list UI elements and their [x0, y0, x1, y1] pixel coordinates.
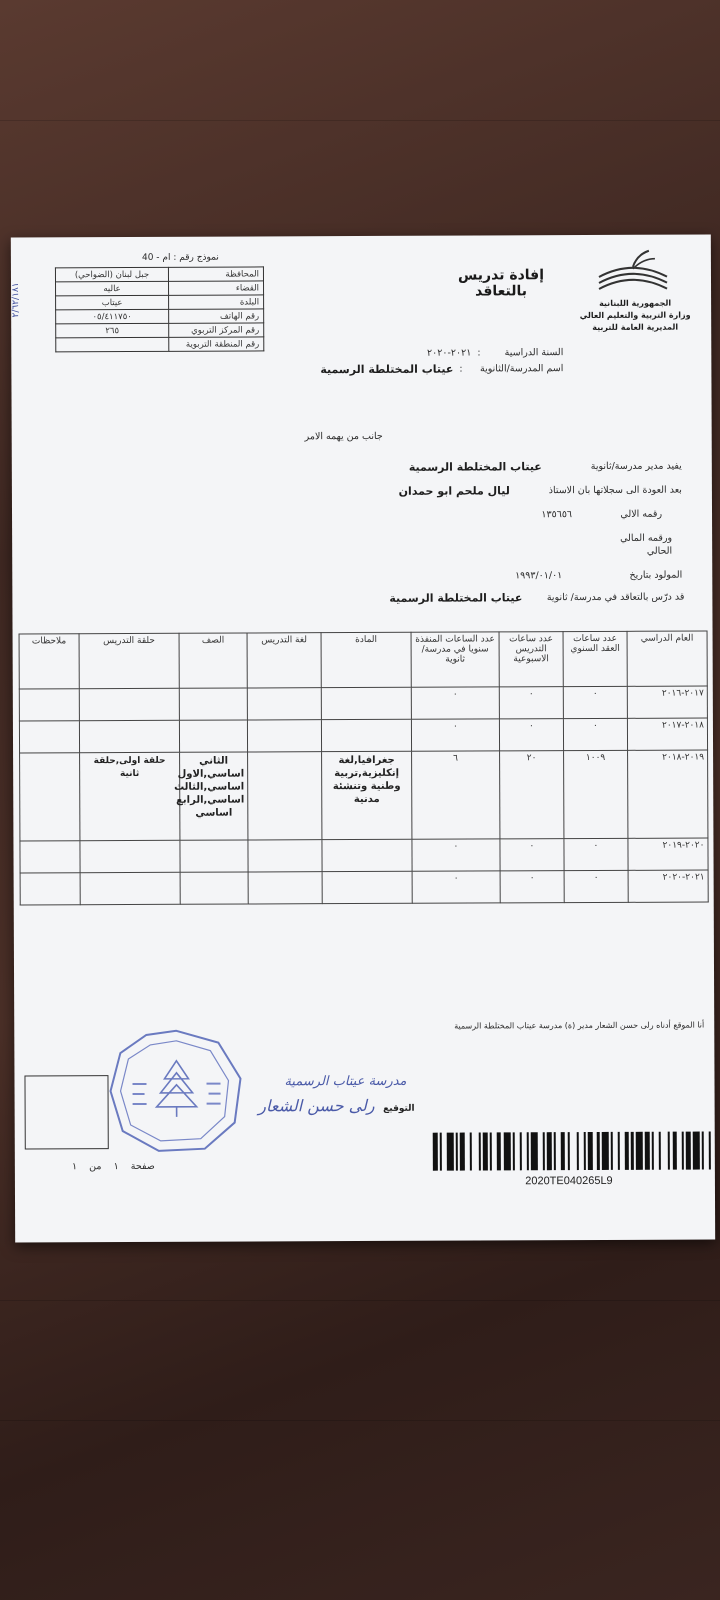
table-row: [19, 686, 707, 721]
body-line6-label: قد درّس بالتعاقد في مدرسة/ ثانوية: [546, 591, 685, 604]
signature-label: التوقيع: [383, 1103, 415, 1114]
cell-done: ٦: [412, 751, 500, 839]
cell-notes: [19, 721, 79, 753]
teaching-table: [19, 630, 709, 905]
cell-year: ٢٠١٧-٢٠١٦: [627, 686, 707, 718]
col-header-cycle: حلقة التدريس: [79, 633, 179, 688]
info-value: عيتاب: [56, 295, 169, 309]
body-line5-value: ١٩٩٣/٠١/٠١: [515, 570, 563, 582]
body-line2-value: ليال ملحم ابو حمدان: [398, 484, 510, 498]
cell-done: ٠: [411, 687, 499, 719]
barcode: [433, 1131, 716, 1170]
document-title: إفادة تدريس بالتعاقد: [457, 267, 545, 300]
cell-notes: [20, 873, 80, 905]
body-line3-label: رقمه الالي: [620, 508, 663, 520]
cell-weekly: ٠: [499, 719, 563, 751]
cell-year: ٢٠١٨-٢٠١٧: [627, 718, 707, 750]
cell-year: ٢٠٢١-٢٠٢٠: [628, 870, 708, 902]
body-line6-value: عيتاب المختلطة الرسمية: [389, 591, 523, 605]
form-number: نموذج رقم : ام - 40: [141, 252, 219, 263]
school-sep: :: [459, 363, 463, 375]
barcode-bar: [711, 1131, 716, 1169]
cell-weekly: ٢٠: [500, 751, 564, 839]
cell-weekly: ٠: [499, 687, 563, 719]
cell-grade: [179, 720, 247, 752]
cell-weekly: ٠: [500, 839, 564, 871]
margin-note: ٢/٦٢/١٨١: [11, 282, 22, 318]
col-header-notes: ملاحظات: [19, 634, 79, 689]
page-of: من: [89, 1161, 102, 1173]
info-label: البلدة: [169, 295, 264, 309]
col-header-grade: الصف: [179, 633, 247, 688]
body-line1-value: عيتاب المختلطة الرسمية: [408, 460, 542, 474]
addressee: جانب من يهمه الامر: [304, 430, 383, 443]
declaration: أنا الموقع أدناه رلى حسن الشعار مدير (ة) مدرسة عيتاب المختلطة الرسمية: [454, 1020, 705, 1031]
cell-cycle: حلقة اولى,حلقة ثانية: [80, 752, 180, 840]
cell-subject: [321, 719, 411, 751]
info-value: ٢٦٥: [56, 323, 169, 337]
ministry-logo: [593, 247, 673, 295]
signature-box: [24, 1075, 108, 1149]
info-label: المحافظة: [168, 267, 263, 281]
cell-contract: ٠: [564, 838, 628, 870]
page-total: ١: [71, 1161, 78, 1173]
year-value: ٢٠٢١-٢٠٢٠: [427, 347, 472, 359]
body-line2-label: بعد العودة الى سجلاتها بان الاستاذ: [548, 484, 682, 497]
cell-cycle: [80, 840, 180, 872]
ministry-line1: الجمهورية اللبنانية: [599, 298, 672, 308]
cell-cycle: [80, 872, 180, 904]
cell-year: ٢٠١٩-٢٠١٨: [628, 750, 708, 838]
page-number: [45, 1161, 155, 1172]
official-stamp: [106, 1027, 247, 1162]
year-label: السنة الدراسية: [504, 347, 564, 359]
cell-subject: [321, 687, 411, 719]
body-line1-label: يفيد مدير مدرسة/ثانوية: [590, 460, 682, 473]
cell-notes: [19, 689, 79, 721]
col-header-lang: لغة التدريس: [247, 633, 321, 688]
cell-grade: الثاني اساسي,الاول اساسي,الثالث اساسي,الرابع اساسي: [180, 752, 248, 840]
info-label: رقم المنطقة التربوية: [169, 337, 264, 351]
info-value: [56, 337, 169, 351]
page-num: ١: [113, 1161, 119, 1173]
year-sep: :: [477, 347, 481, 359]
cell-contract: ١٠٠٩: [564, 750, 628, 838]
school-value: عيتاب المختلطة الرسمية: [320, 362, 454, 377]
cell-contract: ٠: [563, 686, 627, 718]
body-line3-value: ١٣٥٦٥٦: [541, 509, 573, 521]
table-row: [19, 718, 707, 753]
info-label: القضاء: [169, 281, 264, 295]
cell-subject: [322, 839, 412, 871]
ministry-line2: وزارة التربية والتعليم العالي: [579, 310, 691, 321]
cell-notes: [20, 753, 80, 841]
signature-name: رلى حسن الشعار: [258, 1095, 375, 1116]
cell-grade: [179, 688, 247, 720]
info-value: جبل لبنان (الضواحي): [55, 267, 168, 281]
barcode-text: 2020TE040265L9: [525, 1174, 613, 1188]
cell-done: ٠: [412, 839, 500, 871]
col-header-year: العام الدراسي: [627, 631, 707, 686]
cell-weekly: ٠: [500, 871, 564, 903]
info-label: رقم الهاتف: [169, 309, 264, 323]
table-row: [20, 750, 708, 841]
cell-contract: ٠: [563, 718, 627, 750]
col-header-done: عدد الساعات المنفذة سنويا في مدرسة/ثانوية: [411, 632, 499, 687]
info-value: ٠٥/٤١١٧٥٠: [56, 309, 169, 323]
cell-lang: [248, 840, 322, 872]
info-box: [55, 266, 264, 352]
cell-lang: [248, 752, 322, 840]
cell-grade: [180, 840, 248, 872]
table-row: [20, 870, 708, 905]
cell-cycle: [79, 688, 179, 720]
col-header-subject: المادة: [321, 632, 411, 687]
cell-lang: [247, 688, 321, 720]
cell-subject: جغرافيا,لغة إنكليزية,تربية وطنية وتنشئة مدنية: [322, 751, 412, 839]
body-line4-label: ورقمه المالي: [620, 532, 673, 544]
cell-lang: [247, 720, 321, 752]
cell-cycle: [79, 720, 179, 752]
cell-done: ٠: [412, 871, 500, 903]
page-label: صفحة: [130, 1160, 155, 1173]
ministry-line3: المديرية العامة للتربية: [592, 322, 679, 332]
cell-year: ٢٠٢٠-٢٠١٩: [628, 838, 708, 870]
school-label: اسم المدرسة/الثانوية: [479, 363, 564, 375]
body-line5-label: المولود بتاريخ: [629, 569, 683, 581]
handwritten-school: مدرسة عيتاب الرسمية: [284, 1073, 407, 1090]
info-value: عاليه: [56, 281, 169, 295]
info-label: رقم المركز التربوي: [169, 323, 264, 337]
cell-contract: ٠: [564, 870, 628, 902]
body-line4b-label: الحالي: [646, 545, 673, 557]
document-sheet: [11, 234, 715, 1242]
col-header-weekly: عدد ساعات التدريس الاسبوعية: [499, 632, 563, 687]
cell-subject: [322, 871, 412, 903]
cell-done: ٠: [411, 719, 499, 751]
cell-lang: [248, 872, 322, 904]
table-row: [20, 838, 708, 873]
cell-notes: [20, 841, 80, 873]
col-header-contract: عدد ساعات العقد السنوي: [563, 631, 627, 686]
cell-grade: [180, 872, 248, 904]
